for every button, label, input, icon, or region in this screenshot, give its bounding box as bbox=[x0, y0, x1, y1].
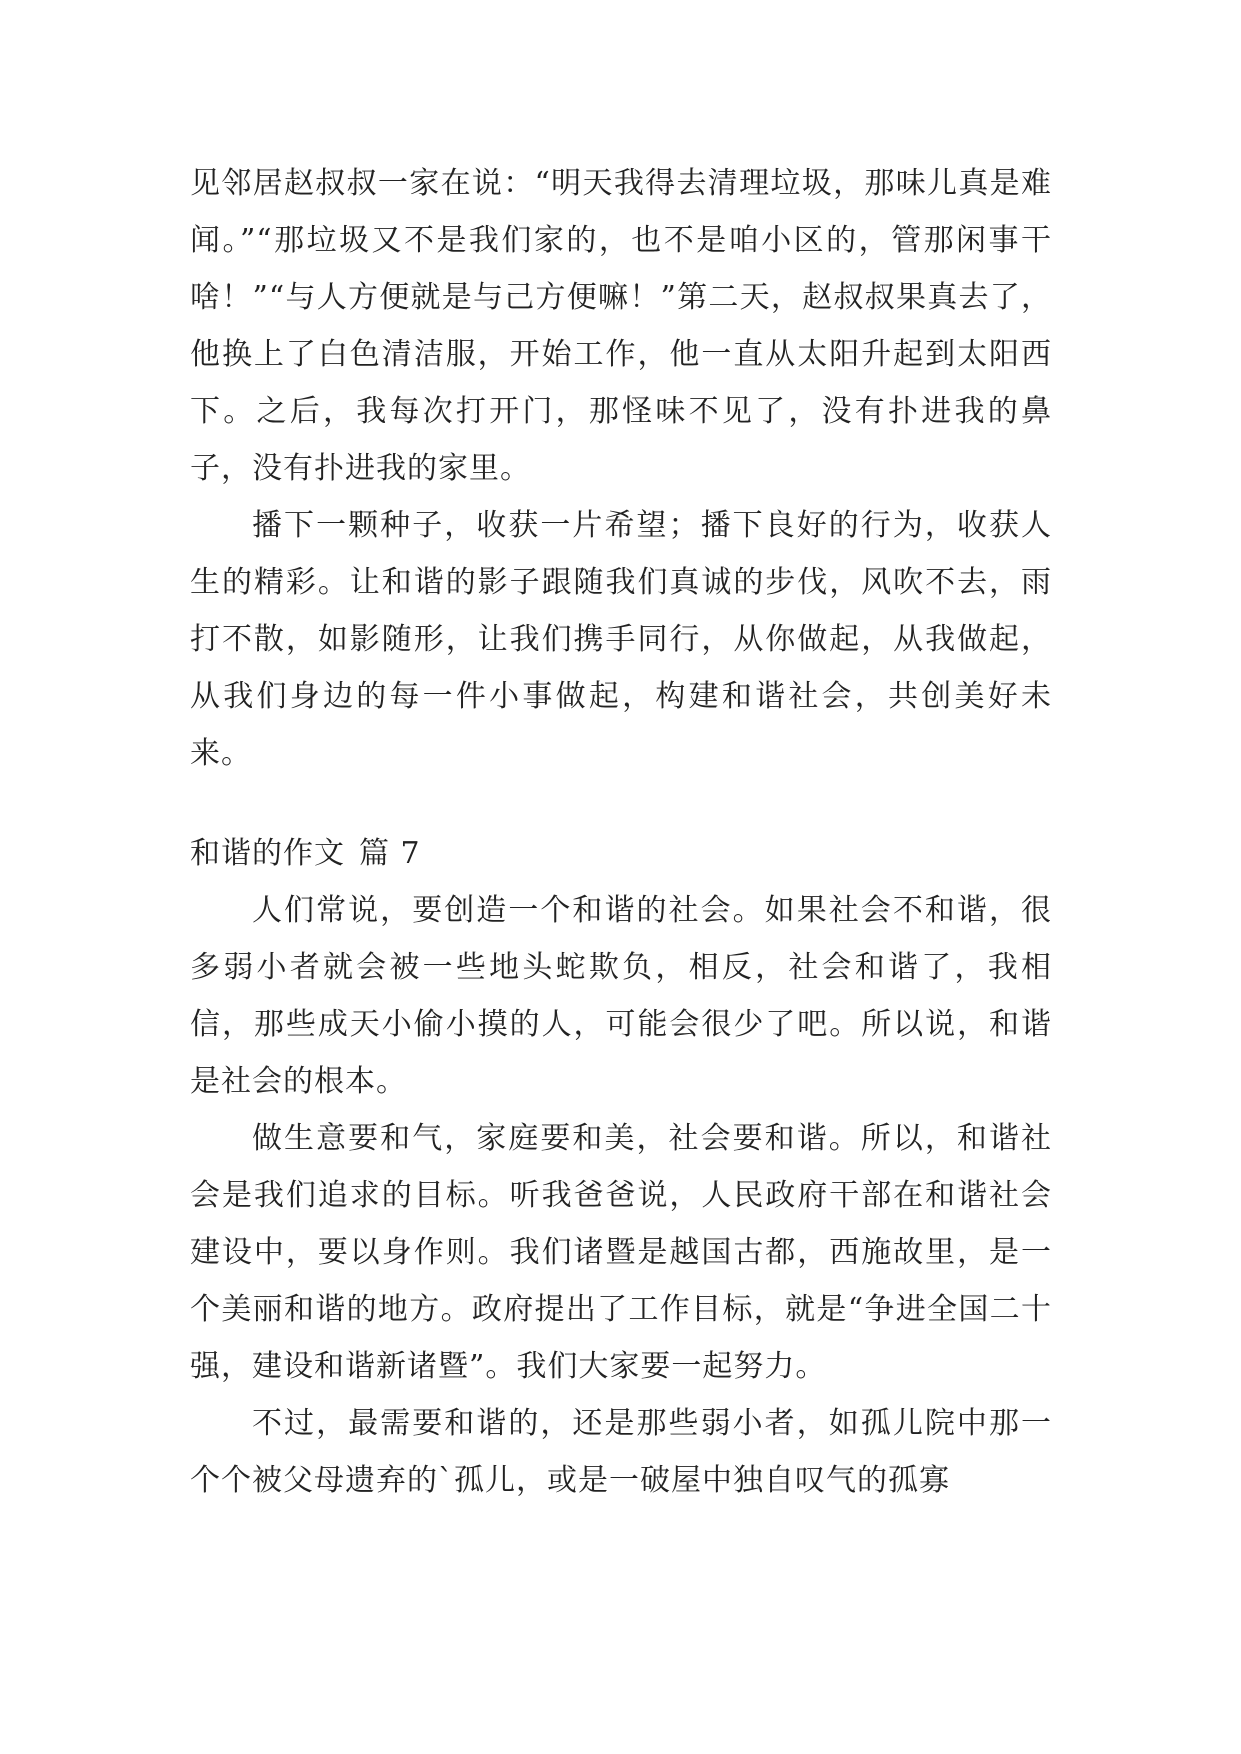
document-body bbox=[190, 155, 1052, 1509]
paragraph-vulnerable-groups: 不过，最需要和谐的，还是那些弱小者，如孤儿院中那一个个被父母遗弃的`孤儿，或是一破屋中独自叹气的孤寡 bbox=[190, 1406, 1052, 1498]
paragraph-continuation: 见邻居赵叔叔一家在说：“明天我得去清理垃圾，那味儿真是难闻。”“那垃圾又不是我们家的，也不是咱小区的，管那闲事干啥！”“与人方便就是与己方便嘛！”第二天，赵叔叔果真去了，他换上了白色清洁服，开始工作，他一直从太阳升起到太阳西下。之后，我每次打开门，那怪味不见了，没有扑进我的鼻子，没有扑进我的家里。 bbox=[190, 166, 1052, 486]
section-heading-number: 篇 7 bbox=[359, 836, 421, 871]
section-heading bbox=[190, 825, 1052, 882]
section-heading-title: 和谐的作文 bbox=[190, 836, 345, 871]
paragraph-zhuji-goal: 做生意要和气，家庭要和美，社会要和谐。所以，和谐社会是我们追求的目标。听我爸爸说，人民政府干部在和谐社会建设中，要以身作则。我们诸暨是越国古都，西施故里，是一个美丽和谐的地方。政府提出了工作目标，就是“争进全国二十强，建设和谐新诸暨”。我们大家要一起努力。 bbox=[190, 1121, 1052, 1384]
paragraph-harmonious-society: 人们常说，要创造一个和谐的社会。如果社会不和谐，很多弱小者就会被一些地头蛇欺负，相反，社会和谐了，我相信，那些成天小偷小摸的人，可能会很少了吧。所以说，和谐是社会的根本。 bbox=[190, 893, 1052, 1099]
paragraph-harmony-conclusion: 播下一颗种子，收获一片希望；播下良好的行为，收获人生的精彩。让和谐的影子跟随我们真诚的步伐，风吹不去，雨打不散，如影随形，让我们携手同行，从你做起，从我做起，从我们身边的每一件小事做起，构建和谐社会，共创美好未来。 bbox=[190, 508, 1052, 771]
section-spacer bbox=[190, 782, 1052, 825]
